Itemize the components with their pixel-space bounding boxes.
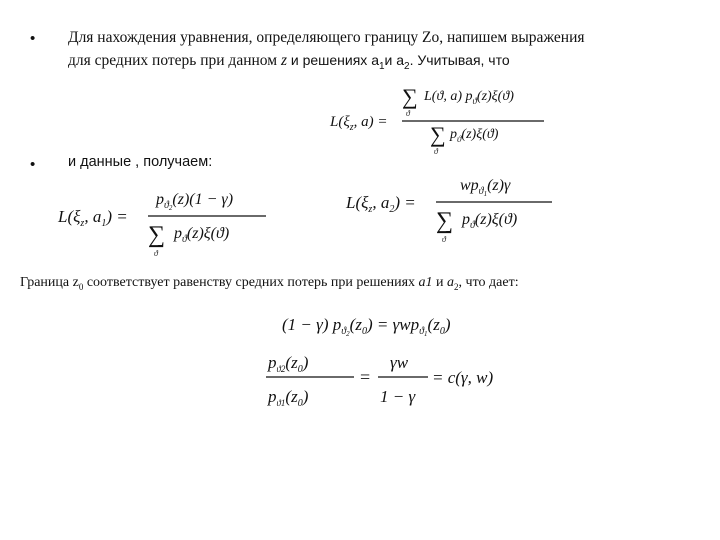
intro-line-2: для средних потерь при данном z и решениях $a_1и$ $a_2$. Учитывая, что — [68, 52, 510, 73]
f1-lhs: $L(\xi_z$, a) = — [330, 114, 388, 133]
intro-line-1: Для нахождения уравнения, определяющего границу Zo, напишем выражения — [68, 29, 585, 46]
bullet-2-text: и данные , получаем: — [68, 154, 213, 170]
formula-expected-loss — [324, 80, 564, 160]
f2-lhs: $L(\xi_z$, $a_1$) = — [58, 207, 128, 229]
formula-likelihood-ratio — [262, 344, 522, 414]
svg-text:∑: ∑ — [148, 222, 166, 248]
f1-denominator: $p_ϑ(z)\xi(ϑ)$ — [450, 127, 499, 144]
bullet-marker: • — [30, 156, 36, 173]
f2-numerator: $p_ϑ2(z)(1 - \gamma)$ — [156, 191, 234, 212]
intro-paragraph — [68, 26, 708, 78]
svg-text:(1 − γ) pϑ2(z0) = γwpϑ1(z0): (1 − γ) $p_ϑ2(z_0) = \gamma wp_ϑ1(z_0)$ — [282, 315, 451, 338]
svg-text:= c(γ, w): = c(γ, w) — [432, 368, 494, 387]
boundary-sentence: Граница $z_0$ соответствует равенству средних потерь при решениях a1 и $a_2$, что дает: — [20, 275, 519, 292]
formula-loss-a2 — [344, 172, 584, 252]
svg-text:∑: ∑ — [430, 122, 446, 147]
svg-text:∑: ∑ — [402, 84, 418, 109]
f1-numerator: L(ϑ, a) $p_ϑ(z)\xi(ϑ)$ — [424, 89, 514, 106]
svg-text:∑: ∑ — [436, 208, 454, 234]
f3-lhs: $L(\xi_z$, $a_2$) = — [346, 193, 416, 215]
f5-denominator: $p_{ϑ1}(z_0)$ — [268, 387, 309, 409]
formula-boundary-equality — [278, 306, 548, 342]
formula-loss-a1 — [56, 180, 296, 260]
svg-text:=: = — [360, 367, 371, 387]
svg-text:1 − γ: 1 − γ — [380, 387, 416, 406]
f3-numerator: $wp_ϑ1(z)\gamma$ — [460, 177, 511, 198]
svg-text:ϑ: ϑ — [154, 249, 158, 258]
f5-numerator: $p_{ϑ2}(z_0)$ — [268, 353, 309, 375]
bullet-marker: • — [30, 30, 36, 47]
svg-text:ϑ: ϑ — [406, 109, 410, 118]
svg-text:ϑ: ϑ — [442, 235, 446, 244]
f2-denominator: $p_ϑ(z)\xi(ϑ)$ — [174, 225, 230, 245]
f3-denominator: $p_ϑ(z)\xi(ϑ)$ — [462, 211, 518, 231]
svg-text:γw: γw — [390, 353, 409, 372]
svg-text:ϑ: ϑ — [434, 147, 438, 156]
